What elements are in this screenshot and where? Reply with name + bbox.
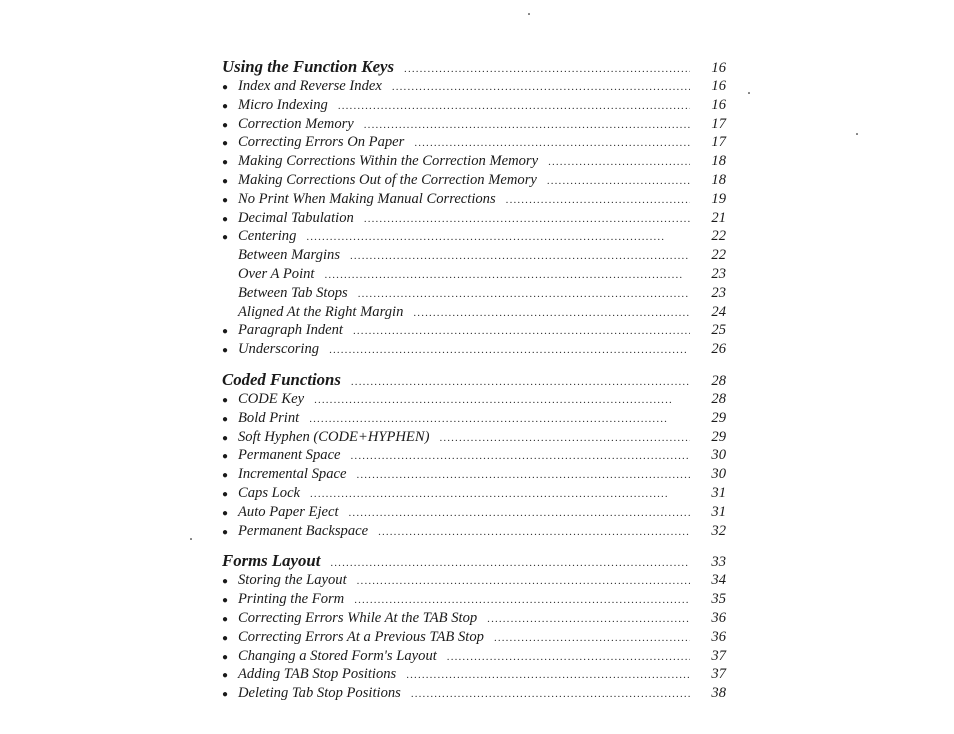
toc-entry-text: Making Corrections Within the Correction Memory — [238, 153, 539, 170]
dot-leader — [494, 629, 690, 648]
toc-entry-text: Correcting Errors On Paper — [238, 134, 405, 151]
toc-entry[interactable] — [222, 190, 726, 209]
dot-leader — [306, 228, 690, 247]
toc-subentry[interactable] — [222, 246, 726, 265]
dot-leader — [351, 447, 690, 466]
dot-leader — [329, 341, 690, 360]
toc-entry[interactable] — [222, 428, 726, 447]
bullet-icon: ● — [222, 394, 229, 406]
toc-page-number: 36 — [711, 628, 726, 645]
toc-entry-text: No Print When Making Manual Corrections — [238, 190, 496, 207]
toc-entry-text: Over A Point — [238, 265, 315, 282]
dot-leader — [353, 322, 690, 341]
toc-entry-text: Adding TAB Stop Positions — [238, 666, 397, 683]
toc-page-number: 34 — [711, 572, 726, 589]
toc-page-number: 16 — [711, 78, 726, 94]
toc-heading[interactable] — [222, 370, 726, 390]
toc-entry[interactable] — [222, 684, 726, 703]
toc-entry-text: Between Margins — [238, 247, 340, 264]
toc-entry-text: Caps Lock — [238, 484, 301, 501]
toc-section-function-keys — [222, 57, 726, 359]
dot-leader — [414, 134, 690, 153]
bullet-icon: ● — [222, 488, 229, 500]
toc-entry[interactable] — [222, 503, 726, 522]
bullet-icon: ● — [222, 157, 229, 169]
toc-entry[interactable] — [222, 209, 726, 228]
scan-speck — [528, 13, 530, 15]
dot-leader — [548, 153, 690, 172]
bullet-icon: ● — [222, 213, 229, 225]
toc-page-number: 33 — [711, 554, 726, 571]
toc-entry-text: Underscoring — [238, 341, 320, 358]
toc-entry[interactable] — [222, 571, 726, 590]
toc-entry[interactable] — [222, 409, 726, 428]
bullet-icon: ● — [222, 119, 229, 131]
toc-entry-text: Deleting Tab Stop Positions — [238, 685, 401, 702]
bullet-icon: ● — [222, 576, 229, 588]
toc-entry[interactable] — [222, 484, 726, 503]
toc-entry[interactable] — [222, 171, 726, 190]
toc-entry-text: Incremental Space — [238, 466, 347, 483]
dot-leader — [349, 504, 690, 523]
toc-entry[interactable] — [222, 628, 726, 647]
toc-page-number: 22 — [711, 247, 726, 264]
dot-leader — [404, 59, 690, 79]
toc-page-number: 37 — [711, 666, 726, 683]
bullet-icon: ● — [222, 470, 229, 482]
toc-entry[interactable] — [222, 590, 726, 609]
toc-entry-text: CODE Key — [238, 390, 305, 407]
toc-entry-text: Between Tab Stops — [238, 284, 348, 301]
toc-entry-text: Bold Print — [238, 409, 300, 426]
toc-entry-text: Aligned At the Right Margin — [238, 303, 404, 320]
scan-speck — [856, 133, 858, 135]
dot-leader — [487, 610, 690, 629]
bullet-icon: ● — [222, 232, 229, 244]
dot-leader — [392, 78, 690, 97]
dot-leader — [357, 572, 690, 591]
bullet-icon: ● — [222, 194, 229, 206]
toc-page-number: 17 — [711, 115, 726, 132]
toc-heading[interactable] — [222, 551, 726, 571]
toc-entry[interactable] — [222, 133, 726, 152]
dot-leader — [411, 685, 690, 704]
toc-entry[interactable] — [222, 390, 726, 409]
toc-section-forms-layout — [222, 551, 726, 703]
toc-entry[interactable] — [222, 647, 726, 666]
toc-entry-text: Decimal Tabulation — [238, 209, 354, 226]
bullet-icon: ● — [222, 326, 229, 338]
toc-page-number: 16 — [711, 96, 726, 113]
dot-leader — [413, 304, 690, 323]
toc-page-number: 25 — [711, 322, 726, 339]
bullet-icon: ● — [222, 138, 229, 150]
toc-section-coded-functions — [222, 370, 726, 540]
bullet-icon: ● — [222, 507, 229, 519]
dot-leader — [330, 553, 690, 573]
bullet-icon: ● — [222, 82, 229, 93]
toc-entry-text: Index and Reverse Index — [238, 78, 382, 94]
bullet-icon: ● — [222, 175, 229, 187]
bullet-icon: ● — [222, 526, 229, 538]
bullet-icon: ● — [222, 451, 229, 463]
toc-page-number: 22 — [711, 228, 726, 245]
toc-page-number: 19 — [711, 190, 726, 207]
toc-entry[interactable] — [222, 321, 726, 340]
toc-page-number: 28 — [711, 390, 726, 407]
toc-entry-text: Auto Paper Eject — [238, 503, 339, 520]
toc-entry-text: Making Corrections Out of the Correction Memory — [238, 171, 537, 188]
toc-page-number: 26 — [711, 341, 726, 358]
toc-entry-text: Correcting Errors At a Previous TAB Stop — [238, 628, 484, 645]
toc-subentry[interactable] — [222, 284, 726, 303]
bullet-icon: ● — [222, 345, 229, 357]
toc-entry[interactable] — [222, 465, 726, 484]
toc-page-number: 23 — [711, 284, 726, 301]
bullet-icon: ● — [222, 432, 229, 444]
bullet-icon: ● — [222, 595, 229, 607]
toc-heading-text: Using the Function Keys — [222, 57, 395, 76]
toc-entry-text: Storing the Layout — [238, 572, 347, 589]
toc-entry-text: Centering — [238, 228, 297, 245]
toc-subentry[interactable] — [222, 265, 726, 284]
bullet-icon: ● — [222, 100, 229, 112]
toc-entry-text: Paragraph Indent — [238, 322, 343, 339]
dot-leader — [364, 116, 690, 135]
toc-page-number: 16 — [711, 60, 726, 76]
toc-entry-text: Permanent Space — [238, 447, 341, 464]
toc-page-number: 31 — [711, 484, 726, 501]
bullet-icon: ● — [222, 632, 229, 644]
scan-speck — [190, 538, 192, 540]
toc-page-number: 31 — [711, 503, 726, 520]
toc-entry[interactable] — [222, 96, 726, 115]
toc-entry-text: Changing a Stored Form's Layout — [238, 647, 437, 664]
toc-entry-text: Permanent Backspace — [238, 522, 369, 539]
toc-page-number: 24 — [711, 303, 726, 320]
toc-page-number: 36 — [711, 609, 726, 626]
toc-page-number: 23 — [711, 265, 726, 282]
toc-page-number: 28 — [711, 372, 726, 389]
dot-leader — [309, 410, 690, 429]
toc-entry-text: Soft Hyphen (CODE+HYPHEN) — [238, 428, 430, 445]
toc-entry[interactable] — [222, 115, 726, 134]
toc-page-number: 21 — [711, 209, 726, 226]
scan-speck — [748, 92, 750, 94]
bullet-icon: ● — [222, 651, 229, 663]
dot-leader — [406, 666, 690, 685]
toc-entry[interactable] — [222, 446, 726, 465]
dot-leader — [506, 191, 690, 210]
dot-leader — [356, 466, 690, 485]
toc-entry-text: Micro Indexing — [238, 96, 328, 113]
toc-entry[interactable] — [222, 77, 726, 96]
dot-leader — [350, 247, 690, 266]
toc-page-number: 35 — [711, 591, 726, 608]
dot-leader — [364, 210, 690, 229]
dot-leader — [310, 485, 690, 504]
dot-leader — [378, 523, 690, 542]
dot-leader — [439, 429, 690, 448]
bullet-icon: ● — [222, 413, 229, 425]
toc-page-number: 30 — [711, 466, 726, 483]
toc-page-number: 29 — [711, 428, 726, 445]
toc-page-number: 17 — [711, 134, 726, 151]
toc-page-number: 29 — [711, 409, 726, 426]
toc-page-number: 38 — [711, 685, 726, 702]
toc-subentry[interactable] — [222, 303, 726, 322]
dot-leader — [314, 391, 690, 410]
toc-page-number: 32 — [711, 522, 726, 539]
dot-leader — [354, 591, 690, 610]
toc-entry[interactable] — [222, 227, 726, 246]
toc-page-number: 37 — [711, 647, 726, 664]
dot-leader — [547, 172, 690, 191]
toc-entry[interactable] — [222, 152, 726, 171]
dot-leader — [447, 648, 690, 667]
toc-entry-text: Correction Memory — [238, 115, 354, 132]
toc-entry-text: Correcting Errors While At the TAB Stop — [238, 609, 478, 626]
bullet-icon: ● — [222, 613, 229, 625]
dot-leader — [351, 372, 690, 392]
toc-page-number: 18 — [711, 153, 726, 170]
dot-leader — [338, 97, 690, 116]
toc-entry[interactable] — [222, 665, 726, 684]
table-of-contents — [222, 57, 726, 703]
toc-heading[interactable] — [222, 57, 726, 77]
toc-entry[interactable] — [222, 340, 726, 359]
bullet-icon: ● — [222, 689, 229, 701]
toc-heading-text: Coded Functions — [222, 369, 341, 389]
toc-page-number: 18 — [711, 171, 726, 188]
toc-page-number: 30 — [711, 447, 726, 464]
toc-heading-text: Forms Layout — [222, 551, 321, 571]
toc-entry[interactable] — [222, 609, 726, 628]
dot-leader — [358, 285, 690, 304]
toc-entry[interactable] — [222, 522, 726, 541]
toc-entry-text: Printing the Form — [238, 591, 345, 608]
dot-leader — [324, 266, 690, 285]
bullet-icon: ● — [222, 670, 229, 682]
